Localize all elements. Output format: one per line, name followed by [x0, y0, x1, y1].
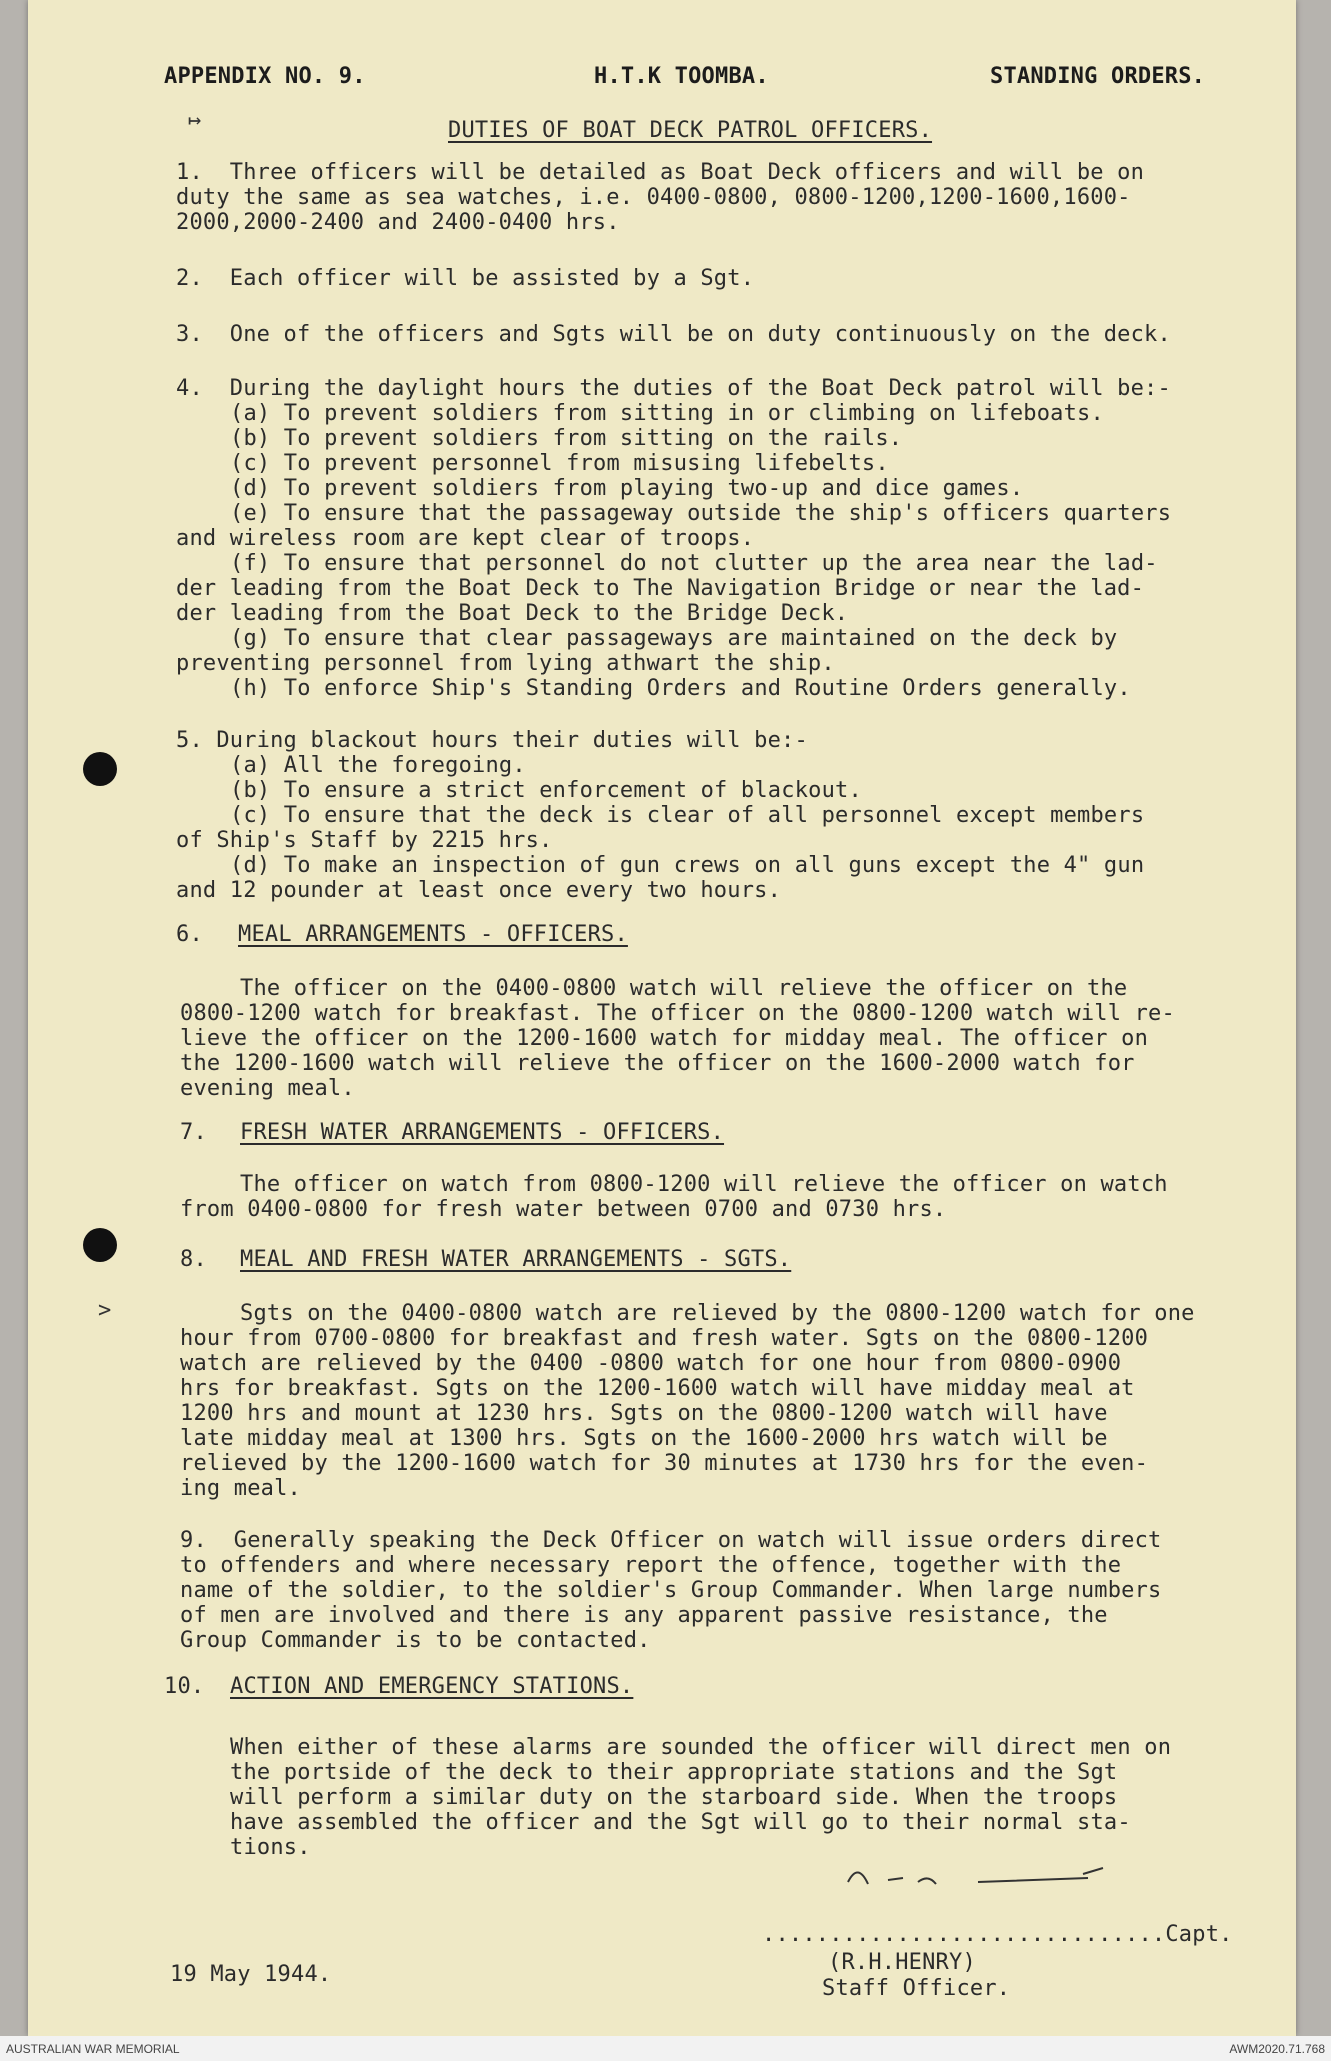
margin-tick-mark: > — [98, 1298, 112, 1323]
ship-name: H.T.K TOOMBA. — [594, 64, 769, 89]
archive-reference: AWM2020.71.768 — [1229, 2041, 1325, 2056]
pencil-arrow-mark: ↦ — [188, 108, 202, 133]
para-5-item: (a) All the foregoing. — [230, 753, 526, 778]
para-9-line: name of the soldier, to the soldier's Group Commander. When large numbers — [180, 1578, 1162, 1603]
para-7-number: 7. — [180, 1120, 207, 1145]
para-4-item: (g) To ensure that clear passageways are maintained on the deck by — [230, 626, 1118, 651]
para-4-item: (a) To prevent soldiers from sitting in or climbing on lifeboats. — [230, 401, 1104, 426]
para-10-line: have assembled the officer and the Sgt will go to their normal sta- — [230, 1810, 1131, 1835]
para-8-line: hour from 0700-0800 for breakfast and fresh water. Sgts on the 0800-1200 — [180, 1326, 1149, 1351]
para-7-heading: FRESH WATER ARRANGEMENTS - OFFICERS. — [240, 1120, 725, 1145]
archive-footer — [0, 2036, 1331, 2061]
appendix-label: APPENDIX NO. 9. — [164, 64, 366, 89]
para-5-item: (b) To ensure a strict enforcement of blackout. — [230, 778, 862, 803]
para-6-line: The officer on the 0400-0800 watch will relieve the officer on the — [240, 976, 1128, 1001]
para-9-line: of men are involved and there is any apparent passive resistance, the — [180, 1603, 1108, 1628]
para-4-item: (e) To ensure that the passageway outside the ship's officers quarters — [230, 501, 1172, 526]
para-1-line: duty the same as sea watches, i.e. 0400-0800, 0800-1200,1200-1600,1600- — [176, 185, 1131, 210]
para-4-item: (b) To prevent soldiers from sitting on the rails. — [230, 426, 903, 451]
orders-label: STANDING ORDERS. — [990, 64, 1206, 89]
para-10-line: the portside of the deck to their appropriate stations and the Sgt — [230, 1760, 1118, 1785]
para-8-line: relieved by the 1200-1600 watch for 30 minutes at 1730 hrs for the even- — [180, 1451, 1149, 1476]
document-title: DUTIES OF BOAT DECK PATROL OFFICERS. — [448, 118, 933, 143]
para-5-item: (d) To make an inspection of gun crews on all guns except the 4" gun — [230, 853, 1145, 878]
signatory-name: (R.H.HENRY) — [828, 1950, 976, 1975]
para-9-line: to offenders and where necessary report the offence, together with the — [180, 1553, 1122, 1578]
para-8-line: Sgts on the 0400-0800 watch are relieved by the 0800-1200 watch for one — [240, 1301, 1195, 1326]
para-1-line: 1. Three officers will be detailed as Boat Deck officers and will be on — [176, 160, 1145, 185]
para-4-line: der leading from the Boat Deck to the Bridge Deck. — [176, 601, 849, 626]
para-6-line: lieve the officer on the 1200-1600 watch for midday meal. The officer on — [180, 1026, 1149, 1051]
para-5-line: 5. During blackout hours their duties will be:- — [176, 728, 808, 753]
para-6-line: evening meal. — [180, 1076, 355, 1101]
para-8-heading: MEAL AND FRESH WATER ARRANGEMENTS - SGTS. — [240, 1247, 792, 1272]
para-4-item: (h) To enforce Ship's Standing Orders and Routine Orders generally. — [230, 676, 1131, 701]
para-6-line: the 1200-1600 watch will relieve the officer on the 1600-2000 watch for — [180, 1051, 1135, 1076]
para-10-number: 10. — [164, 1674, 205, 1699]
para-8-line: hrs for breakfast. Sgts on the 1200-1600 watch will have midday meal at — [180, 1376, 1135, 1401]
para-5-line: of Ship's Staff by 2215 hrs. — [176, 828, 553, 853]
para-10-line: When either of these alarms are sounded the officer will direct men on — [230, 1735, 1172, 1760]
signature-line: ..............................Capt. — [762, 1922, 1233, 1947]
signatory-role: Staff Officer. — [822, 1976, 1011, 2001]
para-7-line: The officer on watch from 0800-1200 will relieve the officer on watch — [240, 1172, 1168, 1197]
para-4-line: 4. During the daylight hours the duties of the Boat Deck patrol will be:- — [176, 376, 1171, 401]
para-6-number: 6. — [176, 922, 203, 947]
para-9-line: 9. Generally speaking the Deck Officer on watch will issue orders direct — [180, 1528, 1162, 1553]
para-4-item: (d) To prevent soldiers from playing two-up and dice games. — [230, 476, 1024, 501]
para-4-line: and wireless room are kept clear of troops. — [176, 526, 755, 551]
para-5-item: (c) To ensure that the deck is clear of all personnel except members — [230, 803, 1145, 828]
para-8-line: watch are relieved by the 0400 -0800 watch for one hour from 0800-0900 — [180, 1351, 1122, 1376]
para-5-line: and 12 pounder at least once every two hours. — [176, 878, 782, 903]
para-9-line: Group Commander is to be contacted. — [180, 1628, 651, 1653]
para-8-line: ing meal. — [180, 1476, 302, 1501]
punch-hole-bottom — [83, 1228, 117, 1262]
para-7-line: from 0400-0800 for fresh water between 0700 and 0730 hrs. — [180, 1197, 947, 1222]
para-6-line: 0800-1200 watch for breakfast. The officer on the 0800-1200 watch will re- — [180, 1001, 1175, 1026]
para-8-number: 8. — [180, 1247, 207, 1272]
para-4-line: der leading from the Boat Deck to The Navigation Bridge or near the lad- — [176, 576, 1145, 601]
punch-hole-top — [83, 752, 117, 786]
para-10-heading: ACTION AND EMERGENCY STATIONS. — [230, 1674, 634, 1699]
para-4-item: (f) To ensure that personnel do not clutter up the area near the lad- — [230, 551, 1158, 576]
para-2: 2. Each officer will be assisted by a Sgt. — [176, 266, 755, 291]
para-3: 3. One of the officers and Sgts will be on duty continuously on the deck. — [176, 322, 1171, 347]
para-4-line: preventing personnel from lying athwart the ship. — [176, 651, 835, 676]
para-8-line: late midday meal at 1300 hrs. Sgts on the 1600-2000 hrs watch will be — [180, 1426, 1108, 1451]
document-date: 19 May 1944. — [170, 1962, 332, 1987]
archive-name: AUSTRALIAN WAR MEMORIAL — [6, 2041, 180, 2056]
para-6-heading: MEAL ARRANGEMENTS - OFFICERS. — [238, 922, 628, 947]
para-10-line: will perform a similar duty on the starboard side. When the troops — [230, 1785, 1118, 1810]
para-8-line: 1200 hrs and mount at 1230 hrs. Sgts on the 0800-1200 watch will have — [180, 1401, 1108, 1426]
para-4-item: (c) To prevent personnel from misusing lifebelts. — [230, 451, 889, 476]
document-page — [28, 0, 1296, 2036]
para-10-line: tions. — [230, 1835, 311, 1860]
para-1-line: 2000,2000-2400 and 2400-0400 hrs. — [176, 210, 620, 235]
handwritten-signature — [828, 1852, 1128, 1902]
